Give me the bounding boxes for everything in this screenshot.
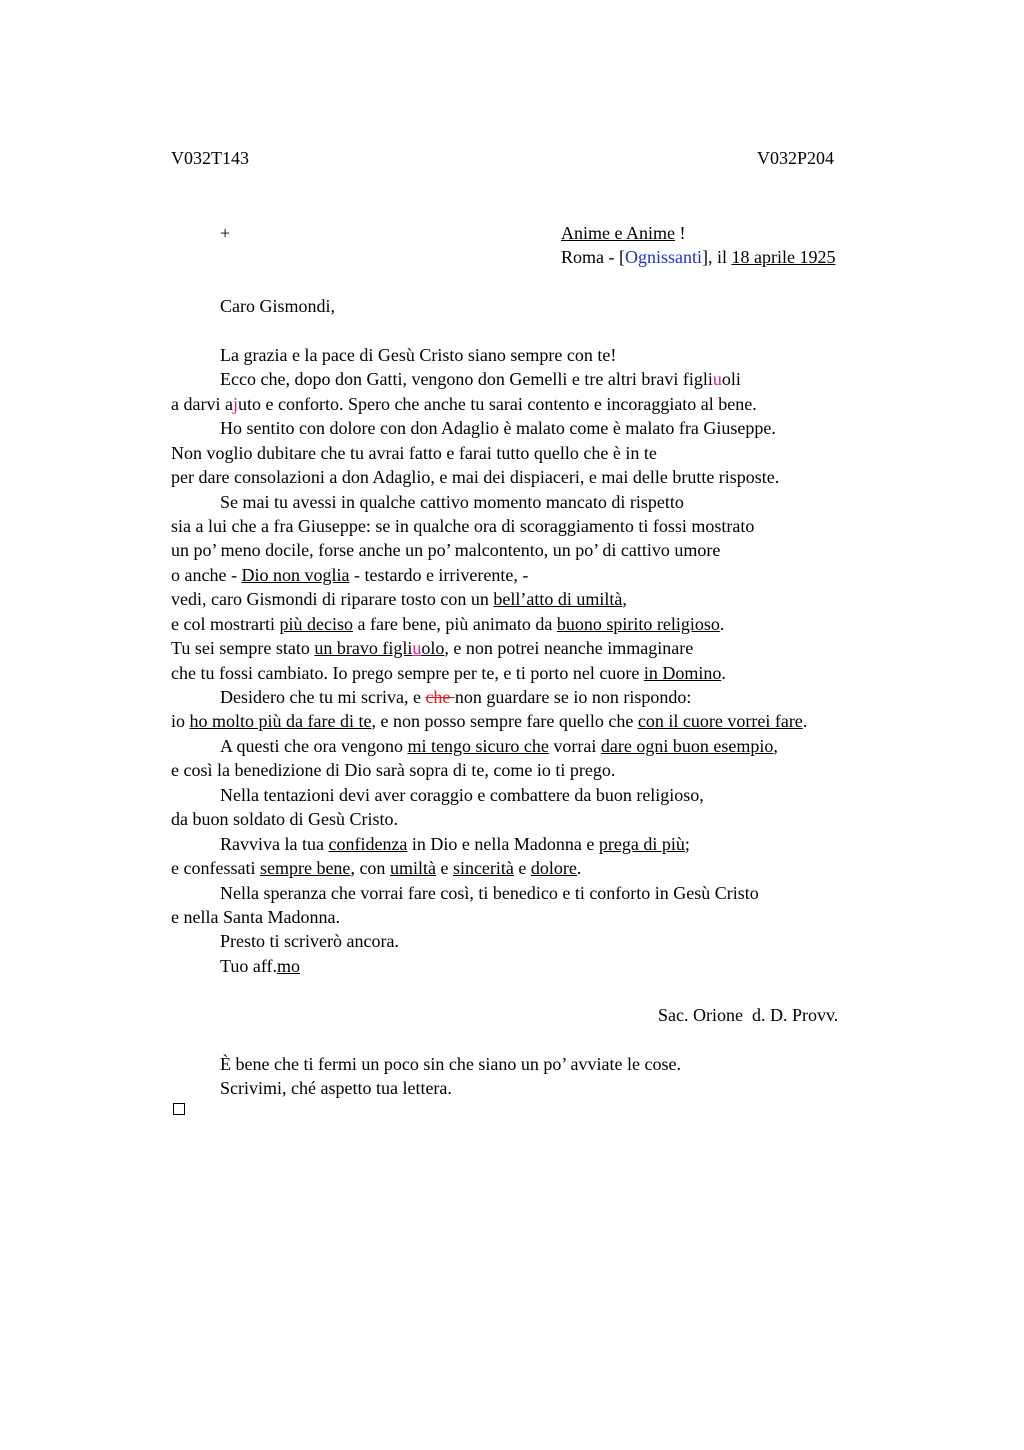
closing-line: Tuo aff.mo xyxy=(220,956,301,976)
body-line-4: Ho sentito con dolore con don Adaglio è malato come è malato fra Giuseppe. xyxy=(220,418,776,438)
header-right-code: V032P204 xyxy=(757,148,835,168)
body-line-12: e col mostrarti più deciso a fare bene, più animato da buono spirito religioso. xyxy=(171,614,725,634)
header-left-code: V032T143 xyxy=(171,148,249,168)
deleted-word: che xyxy=(425,687,455,707)
place-date-line: Roma - [Ognissanti], il 18 aprile 1925 xyxy=(561,247,836,267)
letter-title xyxy=(561,222,685,244)
title-text: Anime e Anime xyxy=(561,223,675,243)
body-line-2: Ecco che, dopo don Gatti, vengono don Gemelli e tre altri bravi figliuoli xyxy=(220,369,741,389)
body-line-16: io ho molto più da fare di te, e non posso sempre fare quello che con il cuore vorrei fare. xyxy=(171,711,808,731)
postscript-line-1: È bene che ti fermi un poco sin che siano un po’ avviate le cose. xyxy=(220,1054,682,1074)
body-line-19: Nella tentazioni devi aver coraggio e combattere da buon religioso, xyxy=(220,785,704,805)
body-line-22: e confessati sempre bene, con umiltà e sincerità e dolore. xyxy=(171,858,582,878)
body-line-18: e così la benedizione di Dio sarà sopra di te, come io ti prego. xyxy=(171,760,616,780)
body-line-15: Desidero che tu mi scriva, e che non guardare se io non rispondo: xyxy=(220,687,692,707)
body-line-5: Non voglio dubitare che tu avrai fatto e farai tutto quello che è in te xyxy=(171,443,657,463)
body-line-24: e nella Santa Madonna. xyxy=(171,907,340,927)
postscript-line-2: Scrivimi, ché aspetto tua lettera. xyxy=(220,1078,452,1098)
body-line-11: vedi, caro Gismondi di riparare tosto con un bell’atto di umiltà, xyxy=(171,589,627,609)
body-line-21: Ravviva la tua confidenza in Dio e nella Madonna e prega di più; xyxy=(220,834,690,854)
body-line-25: Presto ti scriverò ancora. xyxy=(220,931,399,951)
body-line-7: Se mai tu avessi in qualche cattivo momento mancato di rispetto xyxy=(220,492,684,512)
cross-symbol: + xyxy=(220,223,231,243)
title-exclamation: ! xyxy=(674,223,686,243)
body-line-17: A questi che ora vengono mi tengo sicuro che vorrai dare ogni buon esempio, xyxy=(220,736,778,756)
body-line-3: a darvi ajuto e conforto. Spero che anche tu sarai contento e incoraggiato al bene. xyxy=(171,394,757,414)
salutation: Caro Gismondi, xyxy=(220,296,335,316)
body-line-8: sia a lui che a fra Giuseppe: se in qualche ora di scoraggiamento ti fossi mostrato xyxy=(171,516,755,536)
body-line-20: da buon soldato di Gesù Cristo. xyxy=(171,809,398,829)
place-name: Ognissanti xyxy=(624,247,702,267)
letter-date: 18 aprile 1925 xyxy=(731,247,836,267)
body-line-13: Tu sei sempre stato un bravo figliuolo, e non potrei neanche immaginare xyxy=(171,638,694,658)
body-line-23: Nella speranza che vorrai fare così, ti benedico e ti conforto in Gesù Cristo xyxy=(220,883,759,903)
signature: Sac. Orione d. D. Provv. xyxy=(658,1005,839,1025)
body-line-1: La grazia e la pace di Gesù Cristo siano sempre con te! xyxy=(220,345,617,365)
body-line-6: per dare consolazioni a don Adaglio, e mai dei dispiaceri, e mai delle brutte risposte. xyxy=(171,467,780,487)
end-marker-box xyxy=(173,1103,185,1115)
body-line-10: o anche - Dio non voglia - testardo e irriverente, - xyxy=(171,565,529,585)
body-line-14: che tu fossi cambiato. Io prego sempre per te, e ti porto nel cuore in Domino. xyxy=(171,663,726,683)
body-line-9: un po’ meno docile, forse anche un po’ malcontento, un po’ di cattivo umore xyxy=(171,540,721,560)
